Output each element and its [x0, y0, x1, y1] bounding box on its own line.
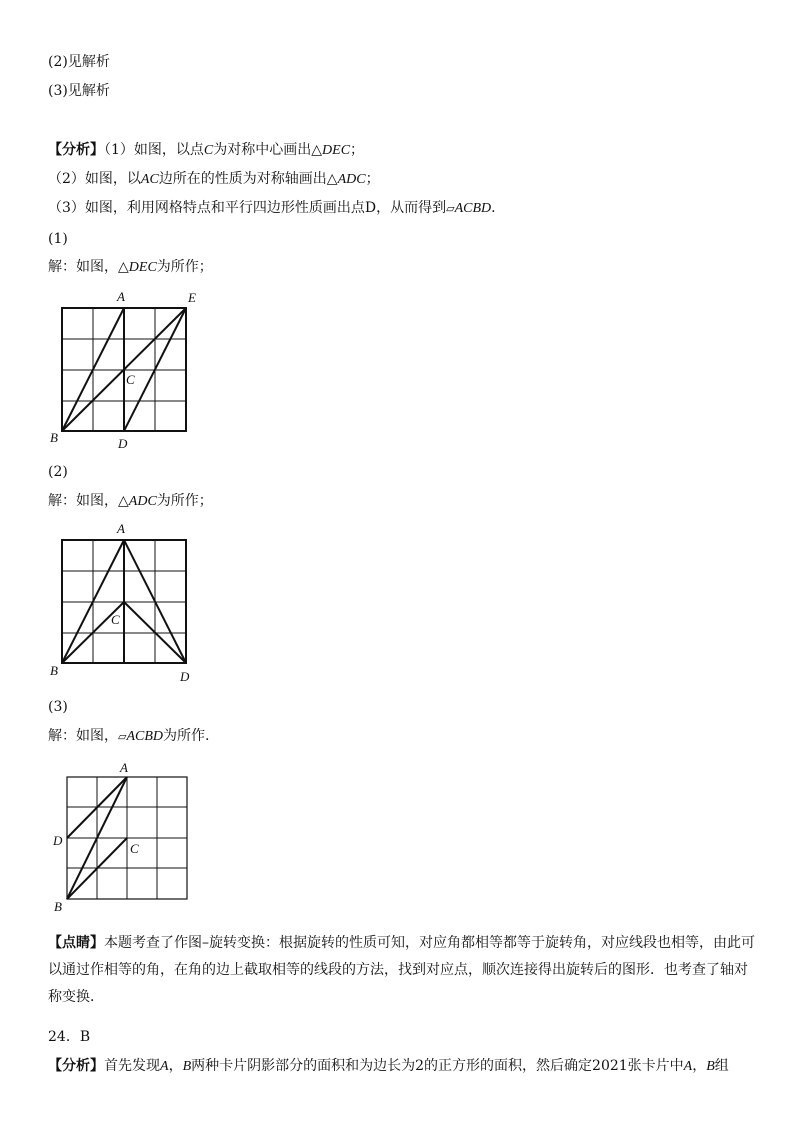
part2-answer: (2)见解析 — [48, 54, 110, 70]
sol1-label: (1) — [48, 231, 68, 247]
math-adc-2: ADC — [128, 494, 157, 509]
math-dec-2: DEC — [128, 260, 157, 275]
sol2-label: (2) — [48, 464, 68, 480]
analysis-3-a: （3）如图，利用网格特点和平行四边形性质画出点D，从而得到 — [48, 200, 447, 216]
fig3-label-a: A — [120, 760, 128, 775]
comment-text: 本题考查了作图–旋转变换：根据旋转的性质可知，对应角都相等都等于旋转角，对应线段也相等，由此可以通过作相等的角，在角的边上截取相等的线段的方法，找到对应点，顺次连接得出旋转后的图形．也考查了轴对称变换． — [48, 935, 755, 1005]
fig1-label-d: D — [118, 436, 128, 451]
math-a: A — [160, 1059, 169, 1074]
analysis-1-a: （1）如图，以点 — [104, 142, 204, 158]
analysis-1-b: 为对称中心画出△ — [213, 142, 323, 158]
analysis2-b: 两种卡片阴影部分的面积和为边长为2的正方形的面积，然后确定2021张卡片中 — [191, 1058, 684, 1074]
sol1-a: 解：如图，△ — [48, 259, 129, 275]
math-a-2: A — [683, 1059, 693, 1074]
analysis-tag: 【分析】 — [48, 142, 104, 158]
math-c: C — [203, 143, 214, 158]
math-b: B — [182, 1059, 192, 1074]
math-acbd: ACBD — [454, 201, 492, 216]
analysis-2-b: 边所在的性质为对称轴画出△ — [158, 171, 338, 187]
sol1-b: 为所作； — [156, 259, 213, 275]
sol2-a: 解：如图，△ — [48, 493, 129, 509]
fig3-label-d: D — [53, 833, 63, 848]
math-acbd-2: ACBD — [126, 729, 164, 744]
fig2-label-b: B — [50, 663, 58, 678]
sol3-label: (3) — [48, 699, 68, 715]
math-b-2: B — [706, 1059, 715, 1074]
sol3-b: 为所作. — [163, 728, 210, 744]
analysis-3-end: . — [491, 200, 496, 216]
fig1-label-b: B — [50, 430, 58, 445]
parallelogram-symbol: ▱ — [446, 202, 455, 215]
math-ac: AC — [140, 172, 159, 187]
fig2-label-d: D — [180, 669, 190, 684]
math-ab-sep-2: ， — [692, 1058, 707, 1074]
math-dec: DEC — [322, 143, 351, 158]
sol2-b: 为所作； — [156, 493, 213, 509]
comment-tag: 【点睛】 — [48, 935, 104, 951]
question-24-answer: 24．B — [48, 1029, 91, 1045]
analysis-2-end: ； — [365, 171, 380, 187]
fig3-label-b: B — [54, 899, 62, 914]
part3-answer: (3)见解析 — [48, 83, 110, 99]
fig1-label-a: A — [117, 289, 125, 304]
fig1-label-e: E — [188, 290, 196, 305]
analysis2-tag: 【分析】 — [48, 1058, 104, 1074]
analysis-1-end: ； — [350, 142, 365, 158]
analysis-2-a: （2）如图，以 — [48, 171, 141, 187]
math-adc: ADC — [337, 172, 366, 187]
fig2-label-c: C — [111, 612, 120, 627]
analysis2-c: 组 — [714, 1058, 729, 1074]
fig2-label-a: A — [117, 521, 125, 536]
analysis2-line — [48, 1056, 729, 1077]
math-ab-sep: ， — [168, 1058, 183, 1074]
fig3-label-c: C — [130, 841, 139, 856]
comment-paragraph — [48, 930, 756, 1011]
sol3-a: 解：如图， — [48, 728, 118, 744]
fig1-label-c: C — [126, 372, 135, 387]
analysis2-a: 首先发现 — [104, 1058, 160, 1074]
parallelogram-symbol-2: ▱ — [118, 730, 127, 743]
